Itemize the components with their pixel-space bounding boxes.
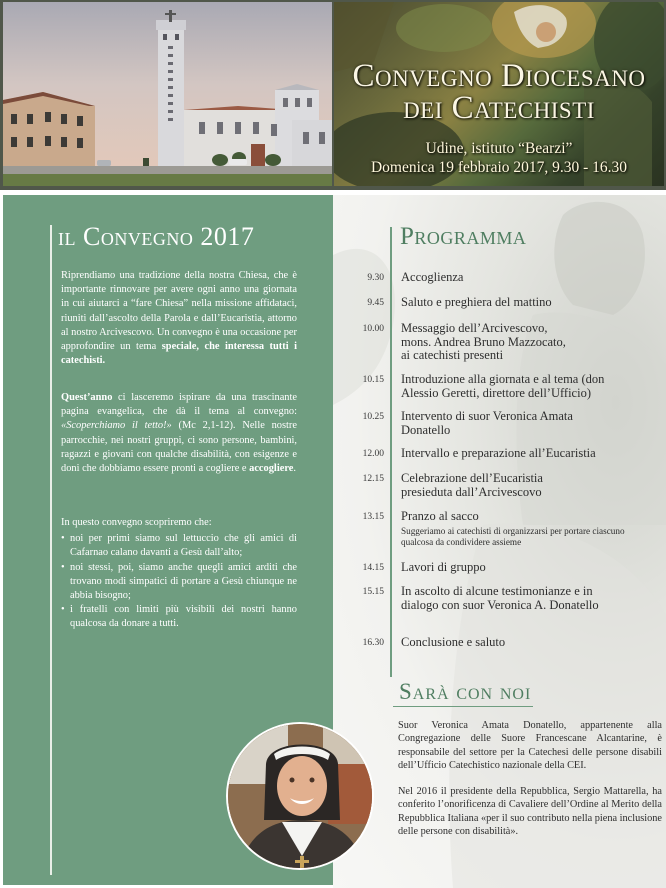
intro-paragraph-2 bbox=[61, 391, 297, 476]
programma-heading: Programma bbox=[400, 223, 527, 250]
program-time: 15.15 bbox=[362, 587, 384, 597]
intro-paragraph-3 bbox=[61, 516, 297, 632]
painting-background bbox=[334, 2, 664, 186]
guest-bio-paragraph-2: Nel 2016 il presidente della Repubblica, Sergio Mattarella, ha conferito l’onorificenza di Cavaliere dell’Ordine al Merito della Repubblica Italiana «per il suo contributo nella piena inclusione delle persone con disabilità». bbox=[398, 786, 662, 837]
program-activity: Introduzione alla giornata e al tema (don Alessio Geretti, direttore dell’Ufficio) bbox=[401, 372, 605, 400]
guest-heading: Sarà con noi bbox=[399, 679, 532, 704]
program-activity-label: Pranzo al sacco bbox=[401, 509, 479, 523]
program-activity: Lavori di gruppo bbox=[401, 560, 486, 574]
program-activity: Conclusione e saluto bbox=[401, 635, 506, 649]
convegno-heading: il Convegno 2017 bbox=[58, 222, 255, 251]
list-item: • i fratelli con limiti più visibili dei nostri hanno qualcosa da donare a tutti. bbox=[61, 603, 297, 631]
event-date-time: Domenica 19 febbraio 2017, 9.30 - 16.30 bbox=[370, 159, 628, 176]
program-column bbox=[333, 195, 666, 888]
intro-p1-emphasis: speciale, che interessa tutti i catechisti. bbox=[61, 341, 297, 367]
program-activity: Messaggio dell’Arcivescovo, mons. Andrea Bruno Mazzocato, ai catechisti presenti bbox=[401, 321, 566, 362]
guest-heading-underline bbox=[393, 706, 533, 707]
program-activity: Intervallo e preparazione all’Eucaristia bbox=[401, 446, 596, 460]
intro-p2-text-1: ci lasceremo ispirare da una trascinante pagina evangelica, che dà il tema al convegno: bbox=[61, 392, 297, 418]
intro-p3-lead: In questo convegno scopriremo che: bbox=[61, 517, 212, 528]
program-activity: In ascolto di alcune testimonianze e in dialogo con suor Veronica A. Donatello bbox=[401, 584, 599, 612]
program-activity: Celebrazione dell’Eucaristia presieduta dall’Arcivescovo bbox=[401, 471, 543, 499]
program-activity bbox=[401, 510, 656, 548]
program-activity: Accoglienza bbox=[401, 270, 464, 284]
header-banner bbox=[0, 0, 666, 190]
guest-bio-paragraph-1: Suor Veronica Amata Donatello, appartenente alla Congregazione delle Suore Francescane Alcantarine, è responsabile del settore per la Catechesi delle persone disabili dell’Ufficio Catechistico nazionale della CEI. bbox=[398, 720, 662, 771]
vertical-divider bbox=[50, 225, 52, 875]
program-divider bbox=[390, 227, 392, 677]
program-time: 12.00 bbox=[362, 449, 384, 459]
event-title-line-2: dei Catechisti bbox=[403, 90, 595, 126]
list-item: • noi per primi siamo sul lettuccio che gli amici di Cafarnao calano davanti a Gesù dall’alto; bbox=[61, 532, 297, 560]
program-time: 10.00 bbox=[362, 324, 384, 334]
event-location: Udine, istituto “Bearzi” bbox=[425, 140, 573, 157]
program-time: 16.30 bbox=[362, 638, 384, 648]
intro-p2-text-2: (Mc 2,1-12). Nelle nostre parrocchie, nei nostri gruppi, ci sono persone, bambini, ragazzi e giovani con qualche disabilità, con esigenze e doni che dobbiamo essere pronti a cogliere e bbox=[61, 420, 297, 475]
program-note: Suggeriamo ai catechisti di organizzarsi per portare ciascuno qualcosa da condividere assieme bbox=[401, 525, 625, 547]
intro-p2-emphasis: Quest’anno bbox=[61, 392, 113, 403]
intro-paragraph-1 bbox=[61, 269, 297, 368]
intro-p1-text: Riprendiamo una tradizione della nostra Chiesa, che è importante rinnovare per avere ogni anno una giornata in cui aiutarci a “fare Chiesa” nella missione affidataci, riuniti dall’ascolto della Parola e dall’Eucaristia, attorno al nostro Arcivescovo. Un convegno è una occasione per approfondire un tema bbox=[61, 270, 297, 353]
church-photo bbox=[3, 2, 332, 186]
intro-p2-emphasis-2: accogliere bbox=[249, 463, 294, 475]
list-item: • noi stessi, poi, siamo anche quegli amici arditi che trovano modi simpatici di portare a Gesù chiunque ne abbia bisogno; bbox=[61, 561, 297, 604]
event-title-line-1: Convegno Diocesano bbox=[352, 58, 646, 94]
intro-p2-end: . bbox=[293, 463, 296, 475]
discovery-list bbox=[61, 532, 297, 631]
program-time: 9.45 bbox=[367, 298, 384, 308]
program-time: 13.15 bbox=[362, 512, 384, 522]
guest-portrait bbox=[226, 722, 374, 870]
program-activity: Intervento di suor Veronica Amata Donatello bbox=[401, 409, 573, 437]
program-time: 12.15 bbox=[362, 474, 384, 484]
gospel-theme-quote: «Scoperchiamo il tetto!» bbox=[61, 420, 172, 432]
program-time: 14.15 bbox=[362, 563, 384, 573]
program-time: 10.25 bbox=[362, 412, 384, 422]
program-time: 10.15 bbox=[362, 375, 384, 385]
program-time: 9.30 bbox=[367, 273, 384, 283]
program-activity: Saluto e preghiera del mattino bbox=[401, 295, 552, 309]
